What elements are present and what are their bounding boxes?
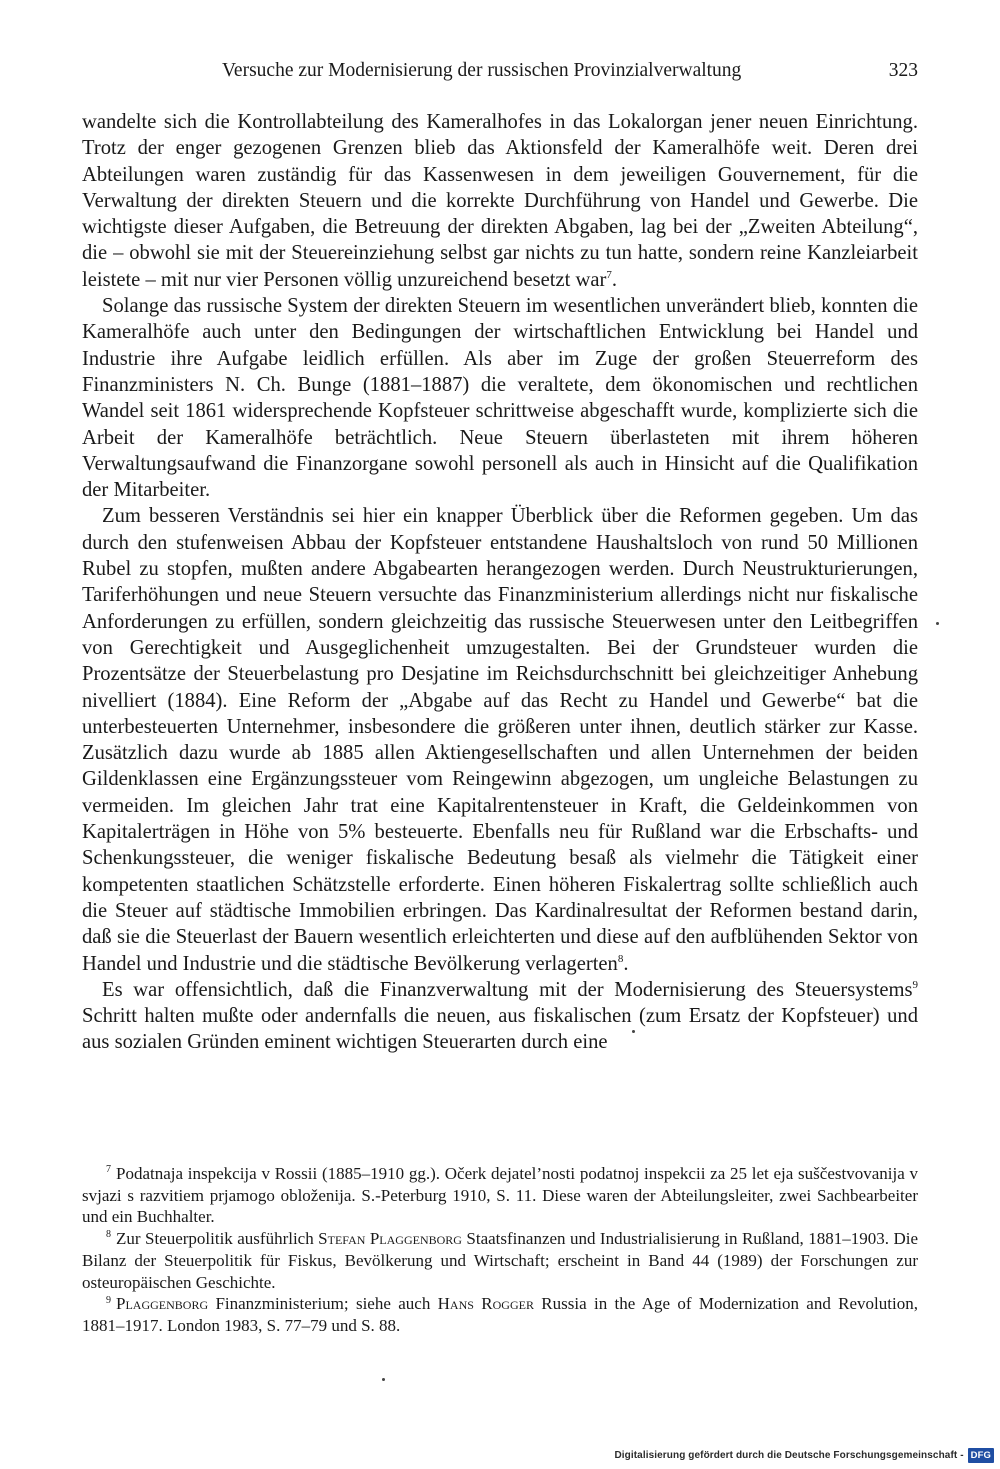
paragraph-1 xyxy=(82,109,918,293)
footnote-7-number: 7 xyxy=(106,1164,111,1176)
footnote-8-pre: Zur Steuerpolitik ausführlich xyxy=(116,1229,319,1249)
footnote-ref-9[interactable]: 9 xyxy=(912,978,918,991)
footnote-8 xyxy=(82,1228,918,1293)
page-number: 323 xyxy=(888,60,918,81)
paragraph-3-end: . xyxy=(623,952,629,975)
funding-text: Digitalisierung gefördert durch die Deutsche Forschungsgemeinschaft - xyxy=(614,1449,964,1461)
paragraph-4-text: Es war offensichtlich, daß die Finanzverwaltung mit der Modernisierung des Steuersystems xyxy=(102,978,913,1001)
scan-speck xyxy=(632,1030,635,1033)
footnote-9-author-2: Hans Rogger xyxy=(437,1294,534,1314)
paragraph-1-text: wandelte sich die Kontrollabteilung des Kameralhofes in das Lokalorgan jener neuen Einrichtung. Trotz der enger gezogenen Grenzen blieb das Aktionsfeld der Kameralhöfe weit. Deren drei Abteilungen waren zuständig für das Kassenwesen in dem jeweiligen Gouvernement, für die Verwaltung der direkten Steuern und die korrekte Durchführung von Handel und Gewerbe. Die wichtigste dieser Aufgaben, die Betreuung der direkten Abgaben, lag bei der „Zweiten Abteilung“, die – obwohl sie mit der Steuereinziehung selbst gar nichts zu tun hatte, sondern reine Kanzleiarbeit leistete – mit nur vier Personen völlig unzureichend besetzt war xyxy=(82,111,918,291)
paragraph-2: Solange das russische System der direkten Steuern im wesentlichen unverändert blieb, konnten die Kameralhöfe auch unter den Bedingungen der wirtschaftlichen Entwicklung bei Handel und Industrie ihre Aufgabe leidlich erfüllen. Als aber im Zuge der großen Steuerreform des Finanzministers N. Ch. Bunge (1881–1887) die veraltete, dem ökonomischen und rechtlichen Wandel seit 1861 widersprechende Kopfsteuer schrittweise abgeschafft wurde, komplizierte sich die Arbeit der Kameralhöfe beträchtlich. Neue Steuern überlasteten mit ihrem höheren Verwaltungsaufwand die Finanzorgane sowohl personell als auch in Hinsicht auf die Qualifikation der Mitarbeiter. xyxy=(82,295,918,502)
footnote-9-number: 9 xyxy=(106,1294,111,1306)
body-text xyxy=(82,109,918,1056)
funding-notice xyxy=(614,1447,994,1463)
footnote-ref-7[interactable]: 7 xyxy=(606,268,612,281)
paragraph-3-text: Zum besseren Verständnis sei hier ein knapper Überblick über die Reformen gegeben. Um das durch den stufenweisen Abbau der Kopfsteuer entstandene Haushaltsloch von rund 50 Millionen Rubel zu stopfen, mußten andere Abgabearten herangezogen werden. Durch Neustrukturierungen, Tariferhöhungen und neue Steuern versuchte das Finanzministerium allerdings nicht nur fiskalische Anforderungen zu erfüllen, sondern gleichzeitig das russische Steuerwesen unter den Leitbegriffen von Gerechtigkeit und Ausgeglichenheit umzugestalten. Bei der Grundsteuer wurden die Prozentsätze der Steuerbelastung pro Desjatine im Reichsdurchschnitt bei gleichzeitiger Anhebung nivelliert (1884). Eine Reform der „Abgabe auf das Recht zu Handel und Gewerbe“ bat die unterbesteuerten Unternehmer, insbesondere die größeren unter ihnen, deutlich stärker zur Kasse. Zusätzlich dazu wurde ab 1885 allen Aktiengesellschaften und allen Unternehmen der beiden Gildenklassen eine Ergänzungssteuer vom Reingewinn abgezogen, um ungleiche Belastungen zu vermeiden. Im gleichen Jahr trat eine Kapitalrentensteuer in Kraft, die Geldeinkommen von Kapitalerträgen in Höhe von 5% besteuerte. Ebenfalls neu für Rußland war die Erbschafts- und Schenkungssteuer, die weniger fiskalische Bedeutung besaß als vielmehr die Tätigkeit einer kompetenten staatlichen Schätzstelle erforderte. Einen höheren Fiskalertrag sollte schließlich auch die Steuer auf städtische Immobilien erbringen. Das Kardinalresultat der Reformen bestand darin, daß sie die Steuerlast der Bauern wesentlich erleichterten und diese auf den aufblühenden Sektor von Handel und Industrie und die städtische Bevölkerung verlagerten xyxy=(82,505,918,975)
footnote-9-post: Russia in the Age of Modernization and Revolution, 1881–1917. London 1983, S. 77–79 und S. 88. xyxy=(82,1294,918,1335)
scan-speck xyxy=(936,622,939,625)
footnote-9-author-1: Plaggenborg xyxy=(116,1294,209,1314)
paragraph-1-end: . xyxy=(611,268,618,291)
footnote-7-text: Podatnaja inspekcija v Rossii (1885–1910 gg.). Očerk dejatel’nosti podatnoj inspekcii za 25 let eja suščestvovanija v svjazi s razvitiem prjamogo obloženija. S.-Peterburg 1910, S. 11. Diese waren der Abteilungsleiter, zwei Sachbearbeiter und ein Buchhalter. xyxy=(82,1164,918,1227)
footnote-8-post: Staatsfinanzen und Industrialisierung in Rußland, 1881–1903. Die Bilanz der Steuerpolitik für Fiskus, Bevölkerung und Wirtschaft; erscheint in Band 44 (1989) der Forschungen zur osteuropäischen Geschichte. xyxy=(82,1229,918,1292)
footnote-8-number: 8 xyxy=(106,1229,111,1241)
footnote-8-author: Stefan Plaggenborg xyxy=(318,1229,462,1249)
paragraph-4 xyxy=(82,977,918,1056)
paragraph-3 xyxy=(82,503,918,976)
footnote-7 xyxy=(82,1163,918,1228)
running-head xyxy=(82,56,918,86)
footnotes xyxy=(82,1163,918,1337)
scan-speck xyxy=(382,1378,385,1381)
running-title: Versuche zur Modernisierung der russischen Provinzialverwaltung xyxy=(222,60,742,81)
paragraph-4-end: Schritt halten mußte oder andernfalls die neuen, aus fiskalischen (zum Ersatz der Kopfsteuer) und aus sozialen Gründen eminent wichtigen Steuerarten durch eine xyxy=(82,1005,918,1054)
footnote-9-mid: Finanzministerium; siehe auch xyxy=(208,1294,438,1314)
dfg-logo: DFG xyxy=(968,1448,994,1463)
footnote-9 xyxy=(82,1293,918,1336)
footnote-ref-8[interactable]: 8 xyxy=(617,952,624,965)
